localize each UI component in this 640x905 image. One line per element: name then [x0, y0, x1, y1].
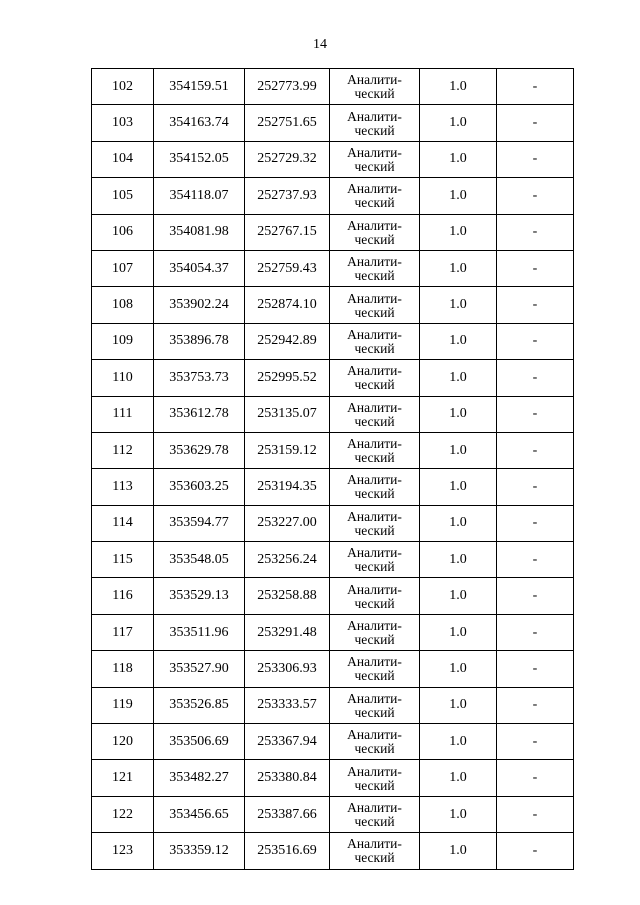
method-cell — [330, 651, 420, 687]
y-coordinate-cell: 253194.35 — [245, 469, 330, 505]
method-line-1: Аналити- — [347, 472, 402, 488]
note-cell: - — [497, 724, 574, 760]
method-line-1: Аналити- — [347, 654, 402, 670]
coordinates-table — [91, 68, 574, 870]
table-row — [92, 250, 574, 286]
method-line-1: Аналити- — [347, 181, 402, 197]
y-coordinate-cell: 253159.12 — [245, 432, 330, 468]
note-cell: - — [497, 69, 574, 105]
y-coordinate-cell: 252737.93 — [245, 178, 330, 214]
note-cell: - — [497, 687, 574, 723]
method-line-1: Аналити- — [347, 581, 402, 597]
point-number-cell: 117 — [92, 614, 154, 650]
y-coordinate-cell: 252729.32 — [245, 141, 330, 177]
y-coordinate-cell: 252773.99 — [245, 69, 330, 105]
x-coordinate-cell: 353482.27 — [154, 760, 245, 796]
method-line-2: ческий — [354, 704, 395, 720]
point-number-cell: 112 — [92, 432, 154, 468]
x-coordinate-cell: 353603.25 — [154, 469, 245, 505]
table-row — [92, 214, 574, 250]
y-coordinate-cell: 253227.00 — [245, 505, 330, 541]
note-cell: - — [497, 833, 574, 869]
method-cell — [330, 833, 420, 869]
y-coordinate-cell: 253387.66 — [245, 796, 330, 832]
point-number-cell: 110 — [92, 360, 154, 396]
method-cell — [330, 250, 420, 286]
table-row — [92, 542, 574, 578]
x-coordinate-cell: 353612.78 — [154, 396, 245, 432]
note-cell: - — [497, 469, 574, 505]
method-line-1: Аналити- — [347, 800, 402, 815]
note-cell: - — [497, 214, 574, 250]
method-line-2: ческий — [354, 595, 395, 611]
x-coordinate-cell: 353359.12 — [154, 833, 245, 869]
point-number-cell: 102 — [92, 69, 154, 105]
note-cell: - — [497, 141, 574, 177]
point-number-cell: 123 — [92, 833, 154, 869]
method-cell — [330, 105, 420, 141]
y-coordinate-cell: 253135.07 — [245, 396, 330, 432]
accuracy-cell: 1.0 — [420, 141, 497, 177]
table-row — [92, 432, 574, 468]
y-coordinate-cell: 252759.43 — [245, 250, 330, 286]
method-cell — [330, 214, 420, 250]
y-coordinate-cell: 252751.65 — [245, 105, 330, 141]
note-cell: - — [497, 287, 574, 323]
method-line-2: ческий — [354, 413, 395, 429]
x-coordinate-cell: 353526.85 — [154, 687, 245, 723]
y-coordinate-cell: 253291.48 — [245, 614, 330, 650]
accuracy-cell: 1.0 — [420, 542, 497, 578]
method-line-2: ческий — [354, 122, 395, 138]
y-coordinate-cell: 253306.93 — [245, 651, 330, 687]
point-number-cell: 118 — [92, 651, 154, 687]
accuracy-cell: 1.0 — [420, 287, 497, 323]
accuracy-cell: 1.0 — [420, 833, 497, 869]
note-cell: - — [497, 178, 574, 214]
note-cell: - — [497, 105, 574, 141]
y-coordinate-cell: 252767.15 — [245, 214, 330, 250]
method-cell — [330, 687, 420, 723]
method-line-1: Аналити- — [347, 254, 402, 270]
x-coordinate-cell: 354152.05 — [154, 141, 245, 177]
note-cell: - — [497, 396, 574, 432]
method-cell — [330, 287, 420, 323]
accuracy-cell: 1.0 — [420, 760, 497, 796]
point-number-cell: 119 — [92, 687, 154, 723]
point-number-cell: 109 — [92, 323, 154, 359]
table-row — [92, 578, 574, 614]
table-row — [92, 287, 574, 323]
method-line-1: Аналити- — [347, 545, 402, 561]
coordinates-table-body — [92, 69, 574, 870]
point-number-cell: 103 — [92, 105, 154, 141]
method-cell — [330, 469, 420, 505]
method-cell — [330, 760, 420, 796]
x-coordinate-cell: 353896.78 — [154, 323, 245, 359]
table-row — [92, 360, 574, 396]
note-cell: - — [497, 651, 574, 687]
point-number-cell: 114 — [92, 505, 154, 541]
method-line-2: ческий — [354, 268, 395, 284]
method-line-2: ческий — [354, 814, 395, 829]
x-coordinate-cell: 354163.74 — [154, 105, 245, 141]
x-coordinate-cell: 354118.07 — [154, 178, 245, 214]
x-coordinate-cell: 353527.90 — [154, 651, 245, 687]
x-coordinate-cell: 353511.96 — [154, 614, 245, 650]
note-cell: - — [497, 360, 574, 396]
x-coordinate-cell: 353548.05 — [154, 542, 245, 578]
point-number-cell: 108 — [92, 287, 154, 323]
method-line-1: Аналити- — [347, 144, 402, 160]
method-line-2: ческий — [354, 777, 395, 793]
note-cell: - — [497, 432, 574, 468]
method-line-2: ческий — [354, 377, 395, 393]
y-coordinate-cell: 253516.69 — [245, 833, 330, 869]
table-row — [92, 651, 574, 687]
page-number: 14 — [313, 37, 327, 52]
method-line-1: Аналити- — [347, 618, 402, 634]
table-row — [92, 687, 574, 723]
accuracy-cell: 1.0 — [420, 323, 497, 359]
method-cell — [330, 69, 420, 105]
note-cell: - — [497, 796, 574, 832]
method-cell — [330, 542, 420, 578]
note-cell: - — [497, 250, 574, 286]
point-number-cell: 106 — [92, 214, 154, 250]
accuracy-cell: 1.0 — [420, 614, 497, 650]
table-row — [92, 505, 574, 541]
method-cell — [330, 796, 420, 832]
method-line-2: ческий — [354, 304, 395, 320]
table-row — [92, 833, 574, 869]
method-line-1: Аналити- — [347, 436, 402, 452]
method-line-2: ческий — [354, 195, 395, 211]
accuracy-cell: 1.0 — [420, 578, 497, 614]
point-number-cell: 105 — [92, 178, 154, 214]
y-coordinate-cell: 252874.10 — [245, 287, 330, 323]
method-line-2: ческий — [354, 340, 395, 356]
accuracy-cell: 1.0 — [420, 724, 497, 760]
x-coordinate-cell: 353629.78 — [154, 432, 245, 468]
method-cell — [330, 360, 420, 396]
method-line-2: ческий — [354, 741, 395, 757]
accuracy-cell: 1.0 — [420, 505, 497, 541]
method-line-2: ческий — [354, 559, 395, 575]
note-cell: - — [497, 760, 574, 796]
method-cell — [330, 505, 420, 541]
y-coordinate-cell: 253367.94 — [245, 724, 330, 760]
accuracy-cell: 1.0 — [420, 432, 497, 468]
note-cell: - — [497, 542, 574, 578]
accuracy-cell: 1.0 — [420, 651, 497, 687]
method-line-1: Аналити- — [347, 290, 402, 306]
accuracy-cell: 1.0 — [420, 796, 497, 832]
point-number-cell: 107 — [92, 250, 154, 286]
table-row — [92, 396, 574, 432]
method-line-1: Аналити- — [347, 108, 402, 124]
method-line-1: Аналити- — [347, 763, 402, 779]
point-number-cell: 122 — [92, 796, 154, 832]
note-cell: - — [497, 614, 574, 650]
table-row — [92, 69, 574, 105]
accuracy-cell: 1.0 — [420, 105, 497, 141]
note-cell: - — [497, 323, 574, 359]
x-coordinate-cell: 353902.24 — [154, 287, 245, 323]
x-coordinate-cell: 353529.13 — [154, 578, 245, 614]
method-cell — [330, 323, 420, 359]
method-line-1: Аналити- — [347, 363, 402, 379]
method-line-2: ческий — [354, 850, 395, 866]
y-coordinate-cell: 252995.52 — [245, 360, 330, 396]
point-number-cell: 115 — [92, 542, 154, 578]
table-row — [92, 105, 574, 141]
y-coordinate-cell: 253258.88 — [245, 578, 330, 614]
method-line-2: ческий — [354, 231, 395, 247]
y-coordinate-cell: 253256.24 — [245, 542, 330, 578]
accuracy-cell: 1.0 — [420, 250, 497, 286]
method-line-1: Аналити- — [347, 399, 402, 415]
method-line-1: Аналити- — [347, 508, 402, 524]
point-number-cell: 104 — [92, 141, 154, 177]
method-line-1: Аналити- — [347, 72, 402, 88]
y-coordinate-cell: 253380.84 — [245, 760, 330, 796]
accuracy-cell: 1.0 — [420, 69, 497, 105]
method-cell — [330, 614, 420, 650]
y-coordinate-cell: 252942.89 — [245, 323, 330, 359]
x-coordinate-cell: 353506.69 — [154, 724, 245, 760]
table-row — [92, 469, 574, 505]
method-cell — [330, 724, 420, 760]
method-cell — [330, 178, 420, 214]
point-number-cell: 113 — [92, 469, 154, 505]
method-line-2: ческий — [354, 158, 395, 174]
x-coordinate-cell: 353456.65 — [154, 796, 245, 832]
accuracy-cell: 1.0 — [420, 396, 497, 432]
method-cell — [330, 578, 420, 614]
y-coordinate-cell: 253333.57 — [245, 687, 330, 723]
method-line-2: ческий — [354, 486, 395, 502]
method-cell — [330, 141, 420, 177]
method-line-1: Аналити- — [347, 217, 402, 233]
method-line-2: ческий — [354, 632, 395, 648]
note-cell: - — [497, 578, 574, 614]
table-row — [92, 614, 574, 650]
x-coordinate-cell: 354081.98 — [154, 214, 245, 250]
x-coordinate-cell: 354159.51 — [154, 69, 245, 105]
point-number-cell: 120 — [92, 724, 154, 760]
accuracy-cell: 1.0 — [420, 178, 497, 214]
table-row — [92, 724, 574, 760]
method-line-1: Аналити- — [347, 326, 402, 342]
accuracy-cell: 1.0 — [420, 687, 497, 723]
table-row — [92, 760, 574, 796]
table-row — [92, 796, 574, 832]
x-coordinate-cell: 353594.77 — [154, 505, 245, 541]
method-line-1: Аналити- — [347, 690, 402, 706]
method-line-2: ческий — [354, 668, 395, 684]
accuracy-cell: 1.0 — [420, 214, 497, 250]
method-line-2: ческий — [354, 522, 395, 538]
method-line-1: Аналити- — [347, 836, 402, 852]
table-row — [92, 323, 574, 359]
point-number-cell: 116 — [92, 578, 154, 614]
method-cell — [330, 432, 420, 468]
method-cell — [330, 396, 420, 432]
method-line-2: ческий — [354, 450, 395, 466]
x-coordinate-cell: 354054.37 — [154, 250, 245, 286]
note-cell: - — [497, 505, 574, 541]
x-coordinate-cell: 353753.73 — [154, 360, 245, 396]
accuracy-cell: 1.0 — [420, 469, 497, 505]
point-number-cell: 111 — [92, 396, 154, 432]
method-line-1: Аналити- — [347, 727, 402, 743]
table-row — [92, 141, 574, 177]
accuracy-cell: 1.0 — [420, 360, 497, 396]
table-row — [92, 178, 574, 214]
point-number-cell: 121 — [92, 760, 154, 796]
method-line-2: ческий — [354, 86, 395, 102]
